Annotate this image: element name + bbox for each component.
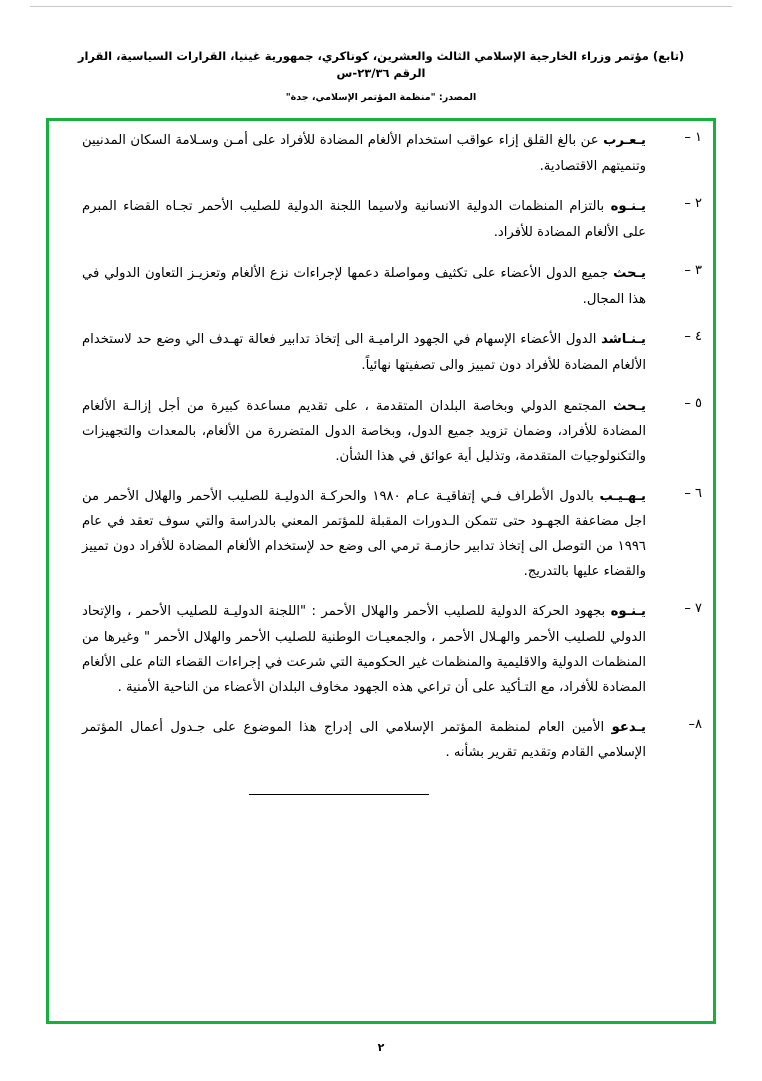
clause-lead-verb: يـحث	[613, 398, 646, 414]
clause-body-text: الدول الأعضاء الإسهام في الجهود الراميـة الى إتخاذ تدابير فعالة تهـدف الي وضع حد لاستخدام الألغام المضادة للأفراد دون تمييز والى تصفيتها نهائياً.	[82, 332, 646, 374]
clause-text	[60, 599, 650, 699]
clause-item	[60, 128, 702, 179]
clause-number: ٦ –	[684, 486, 702, 502]
clause-body-text: بجهود الحركة الدولية للصليب الأحمر والهلال الأحمر : "اللجنة الدوليـة للصليب الأحمر ، والإتحاد الدولي للصليب الأحمر والهـلال الأحمر ، والجمعيـات الوطنية للصليب الأحمر والهلال الأحمر " وغيرها من المنظمات الدولية والاقليمية والمنظمات غير الحكومية التي شرعت في إجراءات القضاء التام على الألغام المضادة للأفراد، مع التـأكيد على أن تراعي هذه الجهود مخاوف البلدان الأعضاء من الناحية الأمنية .	[82, 604, 646, 695]
clause-number: ٣ –	[684, 262, 702, 278]
clause-number: ٧ –	[684, 601, 702, 617]
clause-text	[60, 394, 650, 469]
clause-text	[60, 327, 650, 378]
clause-body-text: الأمين العام لمنظمة المؤتمر الإسلامي الى إدراج هذا الموضوع على جـدول أعمال المؤتمر الإسلامي القادم وتقديم تقرير بشأنه .	[82, 719, 646, 760]
clause-text	[60, 128, 650, 179]
clause-lead-verb: يـنـوه	[610, 604, 646, 620]
clause-body-text: بالدول الأطراف فـي إتفاقيـة عـام ١٩٨٠ والحركـة الدوليـة للصليب الأحمر والهلال الأحمر من اجل مضاعفة الجهـود حتى تتمكن الـدورات المقبلة للمؤتمر المعني بالدراسة والتي سوف تعقد في عام ١٩٩٦ من التوصل الى إتخاذ تدابير حازمـة ترمي الى وضع حد لإستخدام الألغام المضادة للأفراد دون تمييز والقضاء عليها بالتدريج.	[82, 489, 646, 580]
clause-number: ٢ –	[684, 196, 702, 212]
clause-lead-verb: يـدعو	[611, 719, 646, 735]
clause-item	[60, 394, 702, 469]
horizontal-rule	[249, 794, 429, 795]
clause-number: ٥ –	[684, 395, 702, 411]
clause-text	[60, 484, 650, 584]
clause-item	[60, 261, 702, 312]
end-of-text-divider	[60, 780, 702, 799]
clause-lead-verb: يـحث	[613, 265, 646, 281]
clause-item	[60, 194, 702, 245]
clause-text	[60, 194, 650, 245]
top-divider	[30, 6, 732, 7]
header-source: المصدر: "منظمة المؤتمر الإسلامي، جدة"	[285, 91, 477, 103]
clause-number: ٤ –	[684, 329, 702, 345]
document-header	[70, 48, 692, 103]
clause-lead-verb: يـعـرب	[603, 133, 646, 148]
clause-item	[60, 715, 702, 765]
clause-number: ٨–	[688, 716, 702, 732]
clause-body-text: عن بالغ القلق إزاء عواقب استخدام الألغام المضادة للأفراد على أمـن وسـلامة السكان المدنيين وتنميتهم الاقتصادية.	[82, 133, 646, 174]
clause-lead-verb: يـهـيـب	[599, 489, 646, 505]
clause-body-text: جميع الدول الأعضاء على تكثيف ومواصلة دعمها لإجراءات نزع الألغام وتعزيـز التعاون الدولي في هذا المجال.	[82, 265, 646, 307]
clause-list	[60, 128, 702, 799]
clause-number: ١ –	[684, 130, 702, 145]
clause-item	[60, 599, 702, 699]
clause-item	[60, 327, 702, 378]
clause-body-text: بالتزام المنظمات الدولية الانسانية ولاسيما اللجنة الدولية للصليب الأحمر تجـاه القضاء المبرم على الألغام المضادة للأفراد.	[82, 199, 646, 241]
clause-lead-verb: يـنـاشد	[601, 332, 646, 348]
header-title: (تابع) مؤتمر وزراء الخارجية الإسلامي الثالث والعشرين، كوناكري، جمهورية غينيا، القرارات السياسية، القرار الرقم ٢٣/٣٦-س	[77, 49, 685, 81]
page-number: ٢	[377, 1041, 385, 1054]
clause-item	[60, 484, 702, 584]
clause-lead-verb: يـنـوه	[610, 199, 646, 215]
clause-text	[60, 715, 650, 765]
clause-text	[60, 261, 650, 312]
clause-body-text: المجتمع الدولي وبخاصة البلدان المتقدمة ، على تقديم مساعدة كبيرة من أجل إزالـة الألغام المضادة للأفراد، وضمان تزويد جميع الدول، وبخاصة الدول المتضررة من الألغام، بالمعدات والتجهيزات والتكنولوجيات المتقدمة، وتذليل أية عوائق في هذا الشأن.	[82, 398, 646, 465]
